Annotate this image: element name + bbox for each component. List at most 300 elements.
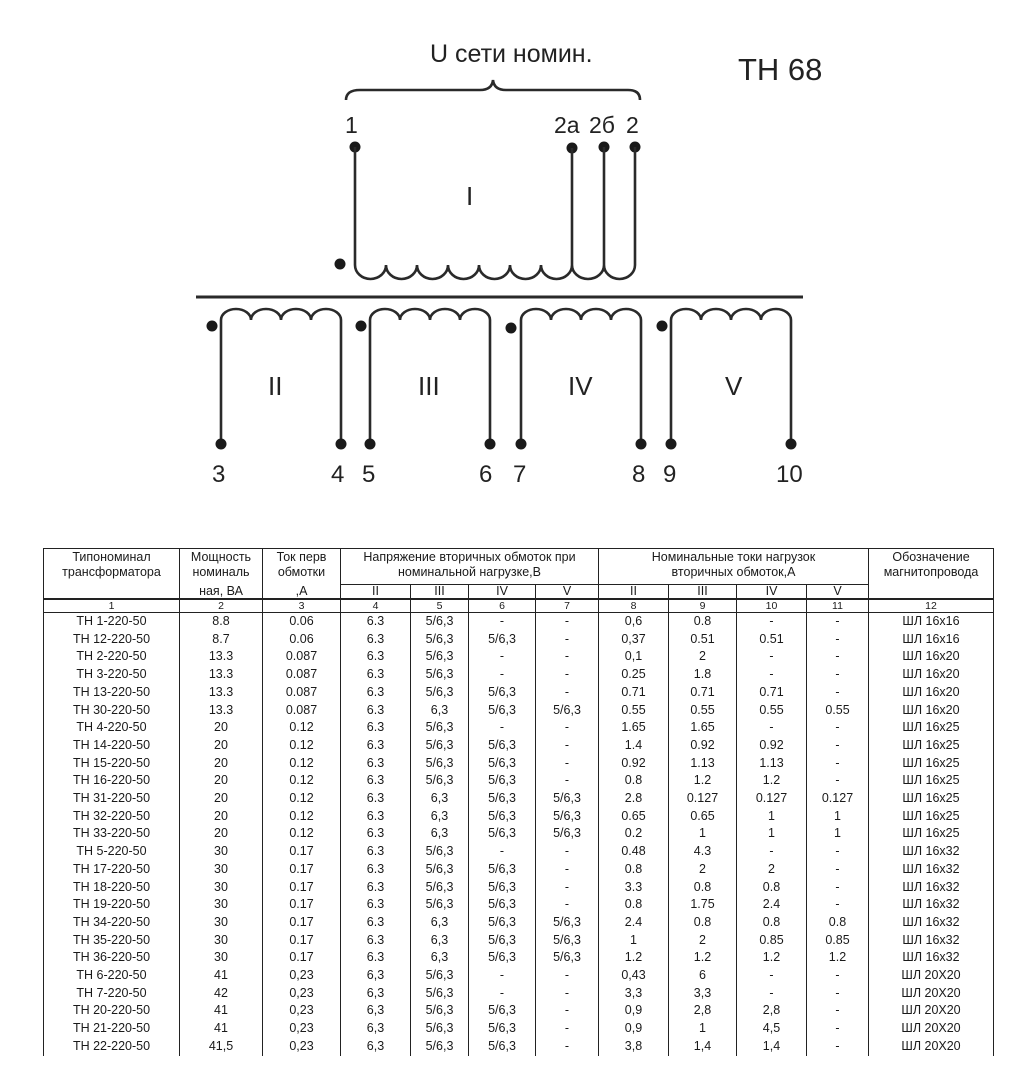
cell-current-II: 0.48	[599, 843, 669, 861]
cell-voltage-IV: -	[469, 666, 536, 684]
cell-primary-current: 0.17	[263, 843, 341, 861]
polarity-dot	[657, 321, 668, 332]
cell-voltage-III: 5/6,3	[411, 684, 469, 702]
cell-voltage-III: 5/6,3	[411, 648, 469, 666]
cell-current-II: 0.55	[599, 702, 669, 720]
winding-IV-label: IV	[568, 371, 593, 401]
cell-core: ШЛ 16x20	[869, 666, 994, 684]
cell-current-III: 2	[669, 932, 737, 950]
terminal-4-dot	[336, 439, 347, 450]
cell-voltage-V: 5/6,3	[536, 932, 599, 950]
cell-primary-current: 0,23	[263, 985, 341, 1003]
cell-power: 30	[180, 843, 263, 861]
table-row	[44, 790, 994, 808]
cell-power: 13.3	[180, 648, 263, 666]
cell-power: 42	[180, 985, 263, 1003]
cell-current-V: -	[807, 666, 869, 684]
cell-type: ТН 4-220-50	[44, 719, 180, 737]
header-type: Типономинал трансформатора	[44, 549, 180, 600]
header-power-bottom: ная, ВА	[180, 585, 263, 600]
cell-primary-current: 0.12	[263, 772, 341, 790]
terminal-2a-label: 2а	[554, 112, 580, 138]
cell-voltage-IV: 5/6,3	[469, 1002, 536, 1020]
cell-core: ШЛ 16x32	[869, 914, 994, 932]
cell-power: 20	[180, 790, 263, 808]
cell-current-V: -	[807, 985, 869, 1003]
cell-voltage-III: 5/6,3	[411, 1002, 469, 1020]
cell-current-III: 6	[669, 967, 737, 985]
subheader-voltage-IV: IV	[469, 585, 536, 600]
cell-power: 20	[180, 772, 263, 790]
cell-type: ТН 16-220-50	[44, 772, 180, 790]
cell-core: ШЛ 16x16	[869, 613, 994, 631]
cell-current-IV: -	[737, 985, 807, 1003]
terminal-2b-label: 2б	[589, 112, 615, 138]
cell-primary-current: 0.12	[263, 755, 341, 773]
subheader-voltage-V: V	[536, 585, 599, 600]
header-power-top: Мощность номиналь	[180, 549, 263, 585]
cell-current-IV: 0.8	[737, 879, 807, 897]
cell-current-IV: 1.13	[737, 755, 807, 773]
cell-current-II: 1	[599, 932, 669, 950]
cell-core: ШЛ 16x32	[869, 896, 994, 914]
cell-voltage-IV: -	[469, 648, 536, 666]
cell-voltage-II: 6.3	[341, 825, 411, 843]
cell-voltage-V: -	[536, 967, 599, 985]
terminal-6-dot	[485, 439, 496, 450]
secondary-winding-V	[657, 309, 803, 488]
cell-current-IV: 1,4	[737, 1038, 807, 1056]
cell-voltage-V: 5/6,3	[536, 702, 599, 720]
cell-voltage-V: 5/6,3	[536, 914, 599, 932]
cell-current-IV: 0.127	[737, 790, 807, 808]
cell-voltage-IV: 5/6,3	[469, 932, 536, 950]
cell-voltage-II: 6.3	[341, 843, 411, 861]
cell-current-IV: -	[737, 719, 807, 737]
cell-current-II: 1.2	[599, 949, 669, 967]
column-number: 11	[807, 599, 869, 613]
cell-type: ТН 15-220-50	[44, 755, 180, 773]
cell-power: 30	[180, 914, 263, 932]
cell-current-V: 0.85	[807, 932, 869, 950]
cell-voltage-III: 5/6,3	[411, 666, 469, 684]
cell-current-IV: 1.2	[737, 772, 807, 790]
cell-current-III: 1	[669, 825, 737, 843]
cell-voltage-II: 6.3	[341, 896, 411, 914]
table-row	[44, 737, 994, 755]
cell-voltage-V: 5/6,3	[536, 790, 599, 808]
subheader-current-III: III	[669, 585, 737, 600]
cell-current-IV: 2.4	[737, 896, 807, 914]
cell-voltage-II: 6.3	[341, 879, 411, 897]
cell-primary-current: 0.06	[263, 613, 341, 631]
column-number: 1	[44, 599, 180, 613]
cell-current-IV: 0.92	[737, 737, 807, 755]
cell-voltage-II: 6.3	[341, 702, 411, 720]
cell-current-III: 0.55	[669, 702, 737, 720]
cell-type: ТН 2-220-50	[44, 648, 180, 666]
cell-primary-current: 0.12	[263, 808, 341, 826]
cell-current-II: 0,6	[599, 613, 669, 631]
table-row	[44, 949, 994, 967]
cell-core: ШЛ 16x25	[869, 772, 994, 790]
cell-current-IV: 1	[737, 808, 807, 826]
terminal-2-label: 2	[626, 112, 639, 138]
cell-primary-current: 0.17	[263, 861, 341, 879]
cell-current-II: 1.4	[599, 737, 669, 755]
cell-voltage-IV: 5/6,3	[469, 861, 536, 879]
cell-current-IV: -	[737, 967, 807, 985]
cell-current-IV: 0.51	[737, 631, 807, 649]
terminal-8-label: 8	[632, 461, 646, 488]
cell-power: 20	[180, 737, 263, 755]
subheader-voltage-III: III	[411, 585, 469, 600]
cell-core: ШЛ 16x20	[869, 684, 994, 702]
cell-current-V: -	[807, 755, 869, 773]
cell-current-III: 1,4	[669, 1038, 737, 1056]
cell-voltage-III: 6,3	[411, 932, 469, 950]
terminal-4-label: 4	[331, 461, 345, 488]
cell-core: ШЛ 20X20	[869, 985, 994, 1003]
cell-current-II: 0,9	[599, 1002, 669, 1020]
cell-core: ШЛ 16x25	[869, 825, 994, 843]
cell-primary-current: 0.087	[263, 684, 341, 702]
table-row	[44, 772, 994, 790]
cell-current-V: -	[807, 737, 869, 755]
cell-power: 41	[180, 1020, 263, 1038]
cell-voltage-III: 5/6,3	[411, 719, 469, 737]
cell-type: ТН 6-220-50	[44, 967, 180, 985]
cell-current-III: 2,8	[669, 1002, 737, 1020]
cell-type: ТН 36-220-50	[44, 949, 180, 967]
cell-voltage-II: 6.3	[341, 914, 411, 932]
column-number: 12	[869, 599, 994, 613]
cell-voltage-III: 5/6,3	[411, 755, 469, 773]
cell-current-V: 0.8	[807, 914, 869, 932]
cell-voltage-III: 6,3	[411, 825, 469, 843]
transformer-spec-table	[43, 548, 994, 1056]
cell-voltage-II: 6.3	[341, 666, 411, 684]
cell-primary-current: 0.17	[263, 949, 341, 967]
cell-power: 8.8	[180, 613, 263, 631]
cell-current-V: -	[807, 879, 869, 897]
cell-primary-current: 0.087	[263, 702, 341, 720]
primary-winding	[335, 142, 641, 280]
cell-voltage-V: -	[536, 879, 599, 897]
cell-current-III: 4.3	[669, 843, 737, 861]
cell-voltage-II: 6,3	[341, 1002, 411, 1020]
cell-voltage-III: 5/6,3	[411, 843, 469, 861]
cell-current-V: -	[807, 613, 869, 631]
cell-current-V: -	[807, 648, 869, 666]
cell-current-III: 0.92	[669, 737, 737, 755]
cell-power: 20	[180, 719, 263, 737]
cell-current-II: 2.8	[599, 790, 669, 808]
header-core: Обозначение магнитопровода	[869, 549, 994, 600]
cell-type: ТН 34-220-50	[44, 914, 180, 932]
brace	[346, 80, 640, 100]
polarity-dot	[506, 323, 517, 334]
table-row	[44, 879, 994, 897]
cell-voltage-III: 6,3	[411, 702, 469, 720]
secondary-winding-III	[356, 309, 496, 488]
polarity-dot	[207, 321, 218, 332]
cell-current-II: 0.8	[599, 772, 669, 790]
cell-primary-current: 0.17	[263, 932, 341, 950]
cell-current-IV: 0.55	[737, 702, 807, 720]
cell-current-V: -	[807, 843, 869, 861]
cell-current-III: 0.71	[669, 684, 737, 702]
cell-voltage-IV: 5/6,3	[469, 790, 536, 808]
table-row	[44, 684, 994, 702]
table-row	[44, 631, 994, 649]
cell-core: ШЛ 16x25	[869, 737, 994, 755]
cell-core: ШЛ 16x25	[869, 719, 994, 737]
cell-type: ТН 35-220-50	[44, 932, 180, 950]
cell-current-III: 0.127	[669, 790, 737, 808]
cell-power: 30	[180, 896, 263, 914]
cell-current-III: 1.13	[669, 755, 737, 773]
polarity-dot	[356, 321, 367, 332]
column-number: 5	[411, 599, 469, 613]
cell-voltage-IV: 5/6,3	[469, 1038, 536, 1056]
cell-voltage-IV: -	[469, 985, 536, 1003]
cell-current-II: 3,8	[599, 1038, 669, 1056]
subheader-voltage-II: II	[341, 585, 411, 600]
column-number: 8	[599, 599, 669, 613]
cell-current-III: 1.75	[669, 896, 737, 914]
cell-current-III: 0.8	[669, 613, 737, 631]
cell-voltage-IV: 5/6,3	[469, 631, 536, 649]
table-row	[44, 843, 994, 861]
cell-voltage-V: -	[536, 631, 599, 649]
cell-type: ТН 32-220-50	[44, 808, 180, 826]
terminal-5-dot	[365, 439, 376, 450]
cell-type: ТН 3-220-50	[44, 666, 180, 684]
cell-type: ТН 20-220-50	[44, 1002, 180, 1020]
cell-voltage-V: -	[536, 1020, 599, 1038]
cell-core: ШЛ 16x32	[869, 879, 994, 897]
cell-voltage-V: -	[536, 1038, 599, 1056]
cell-current-V: 0.55	[807, 702, 869, 720]
cell-voltage-V: -	[536, 719, 599, 737]
cell-current-II: 0,37	[599, 631, 669, 649]
header-current-top: Ток перв обмотки	[263, 549, 341, 585]
cell-voltage-III: 6,3	[411, 790, 469, 808]
cell-current-III: 1	[669, 1020, 737, 1038]
header-current-group: Номинальные токи нагрузок вторичных обмоток,А	[599, 549, 869, 585]
cell-voltage-II: 6.3	[341, 719, 411, 737]
cell-type: ТН 21-220-50	[44, 1020, 180, 1038]
cell-current-V: -	[807, 861, 869, 879]
cell-current-II: 0.65	[599, 808, 669, 826]
cell-core: ШЛ 20X20	[869, 1020, 994, 1038]
cell-type: ТН 12-220-50	[44, 631, 180, 649]
cell-voltage-IV: 5/6,3	[469, 914, 536, 932]
cell-voltage-IV: 5/6,3	[469, 879, 536, 897]
cell-current-III: 2	[669, 648, 737, 666]
column-number: 6	[469, 599, 536, 613]
cell-voltage-V: -	[536, 666, 599, 684]
table-row	[44, 914, 994, 932]
cell-voltage-V: -	[536, 1002, 599, 1020]
table-row	[44, 648, 994, 666]
column-number: 7	[536, 599, 599, 613]
cell-current-V: 0.127	[807, 790, 869, 808]
cell-power: 41	[180, 1002, 263, 1020]
cell-primary-current: 0.087	[263, 648, 341, 666]
cell-type: ТН 19-220-50	[44, 896, 180, 914]
cell-current-V: -	[807, 967, 869, 985]
cell-current-II: 3,3	[599, 985, 669, 1003]
cell-power: 30	[180, 879, 263, 897]
cell-current-III: 2	[669, 861, 737, 879]
cell-primary-current: 0.17	[263, 879, 341, 897]
cell-voltage-III: 6,3	[411, 808, 469, 826]
cell-current-V: -	[807, 1038, 869, 1056]
column-number: 9	[669, 599, 737, 613]
cell-type: ТН 1-220-50	[44, 613, 180, 631]
cell-primary-current: 0.06	[263, 631, 341, 649]
table-row	[44, 985, 994, 1003]
header-current-bottom: ,А	[263, 585, 341, 600]
cell-type: ТН 30-220-50	[44, 702, 180, 720]
cell-voltage-V: -	[536, 755, 599, 773]
table-row	[44, 1020, 994, 1038]
cell-power: 20	[180, 755, 263, 773]
cell-current-IV: -	[737, 613, 807, 631]
cell-power: 30	[180, 949, 263, 967]
cell-core: ШЛ 20X20	[869, 1002, 994, 1020]
cell-voltage-II: 6.3	[341, 949, 411, 967]
cell-voltage-II: 6.3	[341, 737, 411, 755]
cell-voltage-V: -	[536, 737, 599, 755]
cell-current-V: -	[807, 896, 869, 914]
cell-voltage-III: 5/6,3	[411, 861, 469, 879]
cell-voltage-II: 6,3	[341, 967, 411, 985]
table-row	[44, 932, 994, 950]
cell-current-II: 0.25	[599, 666, 669, 684]
cell-current-V: -	[807, 719, 869, 737]
winding-I-label: I	[466, 181, 474, 211]
cell-type: ТН 22-220-50	[44, 1038, 180, 1056]
cell-voltage-II: 6.3	[341, 648, 411, 666]
table-row	[44, 1002, 994, 1020]
cell-current-IV: 4,5	[737, 1020, 807, 1038]
cell-voltage-II: 6.3	[341, 772, 411, 790]
cell-current-III: 1.8	[669, 666, 737, 684]
cell-current-IV: -	[737, 648, 807, 666]
table-body	[44, 613, 994, 1056]
cell-voltage-IV: 5/6,3	[469, 1020, 536, 1038]
cell-current-IV: 0.71	[737, 684, 807, 702]
cell-voltage-III: 5/6,3	[411, 1038, 469, 1056]
cell-voltage-II: 6.3	[341, 613, 411, 631]
cell-voltage-III: 5/6,3	[411, 985, 469, 1003]
cell-current-V: -	[807, 1002, 869, 1020]
terminal-7-label: 7	[513, 461, 527, 488]
cell-voltage-V: -	[536, 613, 599, 631]
cell-voltage-III: 5/6,3	[411, 737, 469, 755]
table-row	[44, 613, 994, 631]
cell-current-IV: 2,8	[737, 1002, 807, 1020]
cell-current-III: 1.65	[669, 719, 737, 737]
cell-voltage-IV: 5/6,3	[469, 702, 536, 720]
cell-core: ШЛ 16x16	[869, 631, 994, 649]
cell-current-V: -	[807, 684, 869, 702]
terminal-10-dot	[786, 439, 797, 450]
cell-power: 13.3	[180, 666, 263, 684]
table-row	[44, 666, 994, 684]
terminal-3-dot	[216, 439, 227, 450]
cell-current-IV: 1.2	[737, 949, 807, 967]
cell-voltage-III: 5/6,3	[411, 967, 469, 985]
table-row	[44, 719, 994, 737]
cell-voltage-III: 5/6,3	[411, 896, 469, 914]
cell-voltage-V: 5/6,3	[536, 949, 599, 967]
cell-core: ШЛ 16x32	[869, 932, 994, 950]
cell-current-II: 0.2	[599, 825, 669, 843]
cell-voltage-III: 5/6,3	[411, 772, 469, 790]
cell-voltage-V: -	[536, 896, 599, 914]
cell-current-II: 1.65	[599, 719, 669, 737]
cell-primary-current: 0.12	[263, 719, 341, 737]
cell-core: ШЛ 16x20	[869, 648, 994, 666]
header-voltage-group: Напряжение вторичных обмоток при номинальной нагрузке,В	[341, 549, 599, 585]
cell-voltage-IV: 5/6,3	[469, 949, 536, 967]
cell-voltage-V: -	[536, 985, 599, 1003]
cell-current-II: 0,1	[599, 648, 669, 666]
cell-voltage-III: 5/6,3	[411, 613, 469, 631]
cell-primary-current: 0.12	[263, 737, 341, 755]
cell-type: ТН 5-220-50	[44, 843, 180, 861]
primary-voltage-label: U сети номин.	[430, 40, 593, 68]
winding-II-label: II	[268, 371, 283, 401]
table-row	[44, 1038, 994, 1056]
cell-current-IV: 0.8	[737, 914, 807, 932]
cell-core: ШЛ 16x25	[869, 790, 994, 808]
cell-current-III: 0.8	[669, 879, 737, 897]
cell-voltage-V: -	[536, 843, 599, 861]
cell-voltage-III: 5/6,3	[411, 631, 469, 649]
cell-power: 41	[180, 967, 263, 985]
subheader-current-II: II	[599, 585, 669, 600]
cell-power: 20	[180, 808, 263, 826]
cell-voltage-IV: 5/6,3	[469, 737, 536, 755]
cell-core: ШЛ 16x25	[869, 755, 994, 773]
cell-voltage-II: 6.3	[341, 861, 411, 879]
column-number: 3	[263, 599, 341, 613]
cell-voltage-V: 5/6,3	[536, 808, 599, 826]
cell-type: ТН 7-220-50	[44, 985, 180, 1003]
cell-type: ТН 31-220-50	[44, 790, 180, 808]
cell-voltage-II: 6.3	[341, 932, 411, 950]
cell-voltage-IV: 5/6,3	[469, 896, 536, 914]
cell-primary-current: 0.087	[263, 666, 341, 684]
cell-current-III: 0.65	[669, 808, 737, 826]
cell-current-IV: 2	[737, 861, 807, 879]
cell-power: 30	[180, 861, 263, 879]
cell-current-V: -	[807, 1020, 869, 1038]
cell-current-II: 0.71	[599, 684, 669, 702]
cell-voltage-IV: -	[469, 719, 536, 737]
cell-current-IV: -	[737, 666, 807, 684]
cell-voltage-V: 5/6,3	[536, 825, 599, 843]
cell-current-III: 0.51	[669, 631, 737, 649]
cell-voltage-V: -	[536, 684, 599, 702]
cell-core: ШЛ 16x32	[869, 843, 994, 861]
secondary-winding-IV	[506, 309, 647, 488]
